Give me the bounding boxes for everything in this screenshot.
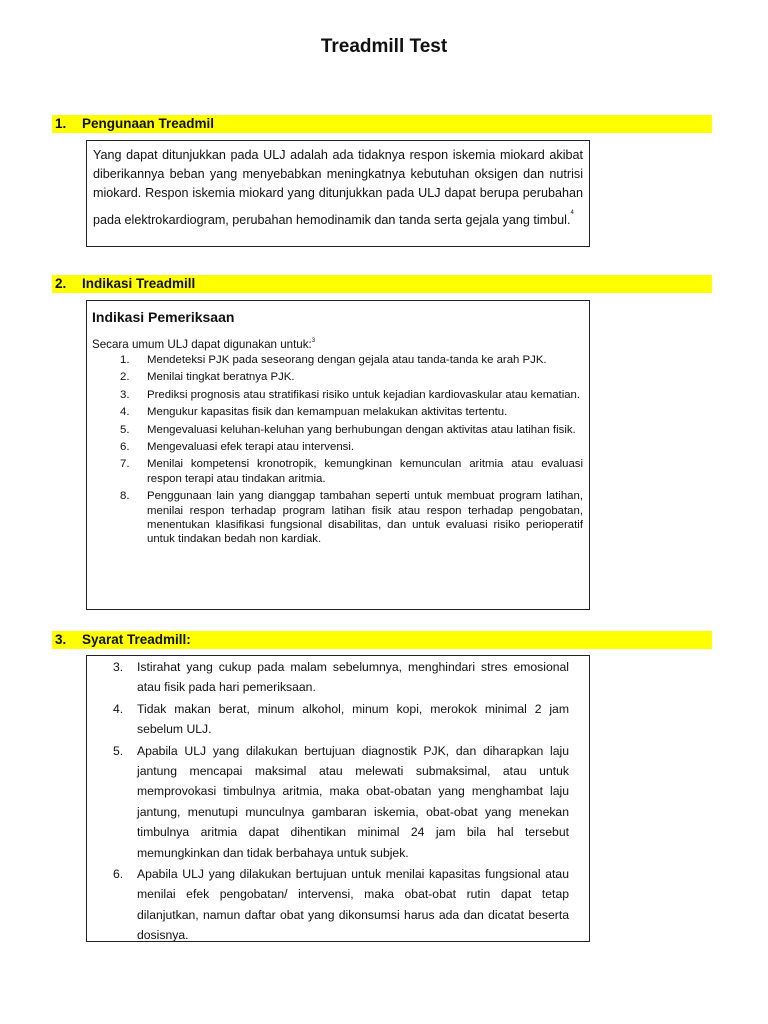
list-number: 5. [120,423,130,436]
section-heading-3 [52,631,712,649]
list-item [92,388,583,402]
list-text: Mengevaluasi keluhan-keluhan yang berhubungan dengan aktivitas atau latihan fisik. [147,423,576,436]
section-number: 1. [55,116,67,131]
section-number: 3. [55,632,67,647]
section-heading-text: Syarat Treadmill: [82,632,191,647]
list-item [92,423,583,437]
list-text: Penggunaan lain yang dianggap tambahan seperti untuk membuat program latihan, menilai respon terhadap program latihan fisik atau respon terhadap pengobatan, menentukan klasifikasi fungsional disabilitas, dan untuk evaluasi risiko perioperatif untuk tindakan bedah non kardiak. [147,490,583,546]
list-number: 2. [120,371,130,384]
list-number: 6. [113,867,124,882]
section-1-paragraph [93,146,583,230]
list-text: Mengukur kapasitas fisik dan kemampuan melakukan aktivitas tertentu. [147,406,508,419]
reference-superscript: 3 [311,338,316,344]
section-heading-2 [52,275,712,293]
paragraph-text: Yang dapat ditunjukkan pada ULJ adalah ada tidaknya respon iskemia miokard akibat diberikannya beban yang menyebabkan meningkatnya kebutuhan oksigen dan nutrisi miokard. Respon iskemia miokard yang ditunjukkan pada ULJ dapat berupa perubahan pada elektrokardiogram, perubahan hemodinamik dan tanda serta gejala yang timbul. [93,148,583,227]
indication-list [92,353,583,547]
list-number: 4. [113,701,124,716]
list-text: Apabila ULJ yang dilakukan bertujuan diagnostik PJK, dan diharapkan laju jantung mencapai maksimal atau melewati submaksimal, atau untuk memprovokasi timbulnya aritmia, maka obat-obatan yang menghambat laju jantung, menutupi munculnya gambaran iskemia, obat-obat yang menekan timbulnya aritmia dapat dihentikan minimal 24 jam bila hal tersebut memungkinkan dan tidak berbahaya untuk subjek. [137,743,569,860]
list-text: Mengevaluasi efek terapi atau intervensi. [147,441,355,454]
section-heading-text: Pengunaan Treadmil [82,116,215,131]
list-text: Mendeteksi PJK pada seseorang dengan gejala atau tanda-tanda ke arah PJK. [147,354,547,366]
list-text: Menilai tingkat beratnya PJK. [147,371,295,384]
section-number: 2. [55,276,67,291]
list-item [93,657,569,698]
box-title: Indikasi Pemeriksaan [92,309,235,325]
list-number: 7. [120,458,130,471]
list-text: Menilai kompetensi kronotropik, kemungkinan kemunculan aritmia atau evaluasi respon terapi atau tindakan aritmia. [147,458,583,485]
list-text: Apabila ULJ yang dilakukan bertujuan untuk menilai kapasitas fungsional atau menilai efek pengobatan/ intervensi, maka obat-obat rutin dapat tetap dilanjutkan, namun daftar obat yang dikonsumsi harus ada dan dicatat beserta dosisnya. [137,867,569,943]
list-item [92,457,583,486]
intro-text: Secara umum ULJ dapat digunakan untuk: [92,338,312,351]
list-number: 3. [113,660,124,674]
section-2-box [86,300,590,610]
list-item [92,370,583,384]
list-text: Prediksi prognosis atau stratifikasi risiko untuk kejadian kardiovaskular atau kematian. [147,388,581,401]
section-heading-text: Indikasi Treadmill [82,276,196,291]
list-number: 4. [120,406,130,419]
reference-superscript: 4 [570,209,574,216]
box-intro [92,338,583,351]
list-number: 5. [113,743,124,758]
list-item [93,699,569,740]
section-1-box [86,140,590,247]
list-text: Tidak makan berat, minum alkohol, minum kopi, merokok minimal 2 jam sebelum ULJ. [137,701,569,737]
list-number: 8. [120,490,130,503]
list-item [93,741,569,863]
list-item [93,864,569,946]
section-heading-1 [52,115,712,133]
list-number: 6. [120,441,130,454]
list-number: 1. [120,354,130,366]
list-item [92,489,583,547]
section-3-box [86,655,590,942]
list-item [92,405,583,419]
page-title: Treadmill Test [320,36,448,57]
list-item [92,353,583,367]
list-text: Istirahat yang cukup pada malam sebelumnya, menghindari stres emosional atau fisik pada hari pemeriksaan. [137,660,569,695]
requirement-list [93,657,569,946]
list-number: 3. [120,388,130,401]
list-item [92,440,583,454]
